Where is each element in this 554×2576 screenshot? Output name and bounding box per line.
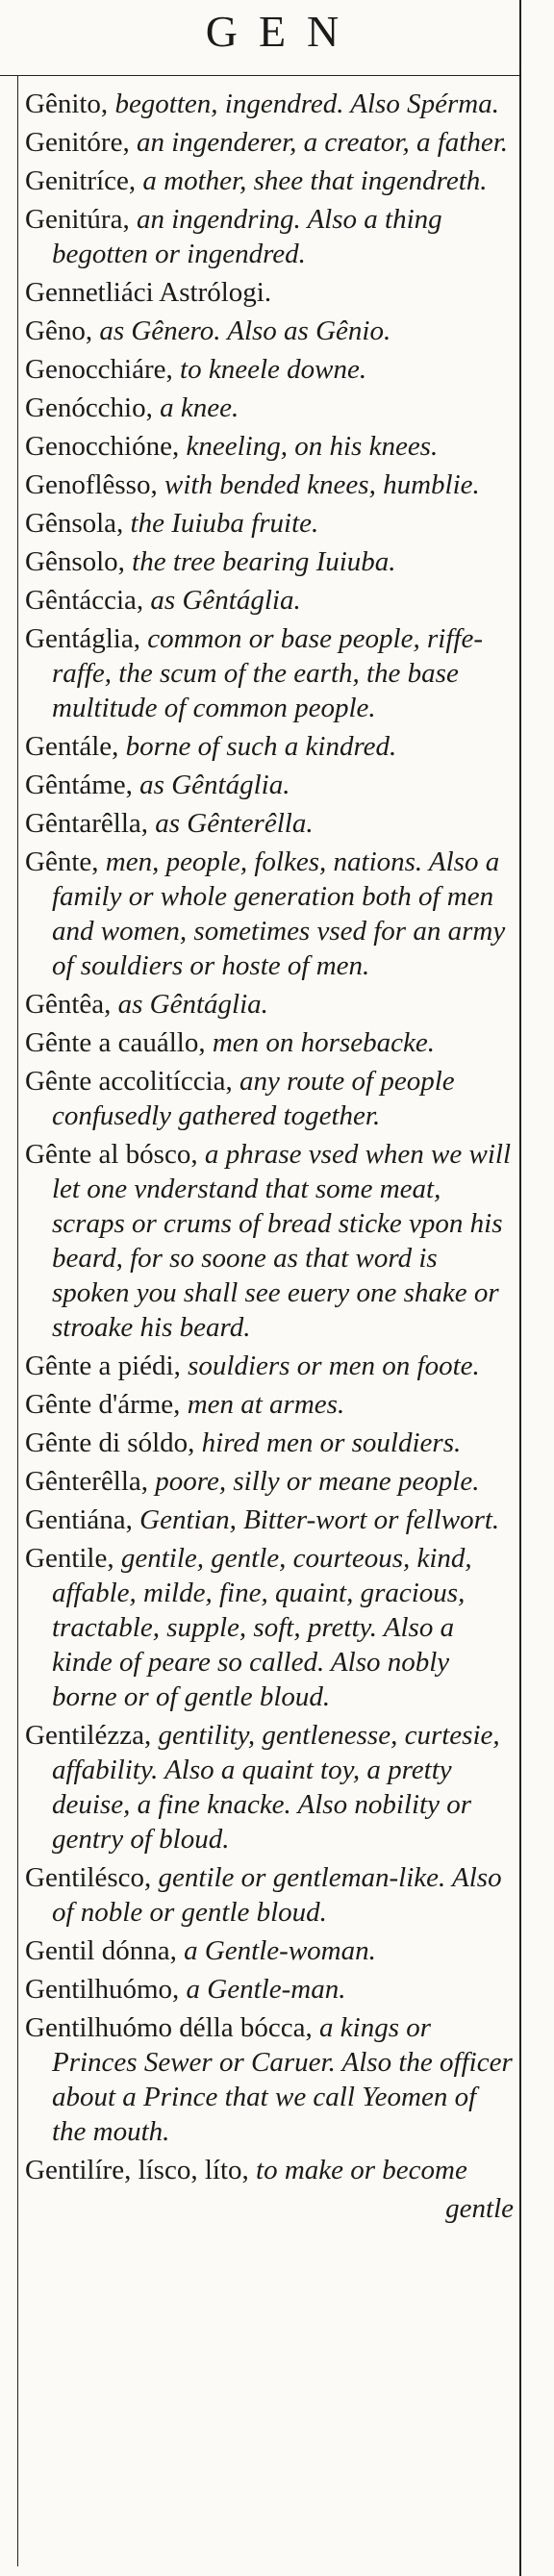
headword: Gentilésco, [25, 1862, 152, 1893]
definition: a Gentle-man. [179, 1974, 346, 2005]
definition: the tree bearing Iuiuba. [124, 546, 396, 577]
definition: souldiers or men on foote. [180, 1351, 480, 1381]
left-column-rule [17, 75, 18, 2566]
headword: Genocchiáre, [25, 354, 173, 385]
headword: Gentilhuómo délla bócca, [25, 2012, 313, 2043]
definition: Gentian, Bitter-wort or fellwort. [132, 1504, 500, 1535]
definition: begotten, ingendred. Also Spérma. [108, 88, 499, 119]
dictionary-entry [25, 391, 514, 425]
definition: men on horsebacke. [205, 1027, 435, 1058]
headword: Gêntáme, [25, 770, 133, 800]
dictionary-entry [25, 621, 514, 725]
dictionary-entry [25, 314, 514, 348]
definition: borne of such a kindred. [118, 731, 397, 762]
dictionary-entry [25, 125, 514, 160]
definition: as Gêntáglia. [143, 585, 301, 616]
definition: hired men or souldiers. [194, 1427, 462, 1458]
definition: men at armes. [180, 1389, 345, 1420]
dictionary-entry [25, 164, 514, 198]
headword: Gentile, [25, 1543, 114, 1574]
definition: a Gentle-woman. [176, 1935, 376, 1966]
dictionary-entry [25, 2010, 514, 2149]
dictionary-entry [25, 1503, 514, 1537]
headword: Gêno, [25, 316, 93, 346]
dictionary-entry [25, 275, 514, 310]
definition: an ingenderer, a creator, a father. [129, 127, 509, 158]
headword: Gênterêlla, [25, 1466, 149, 1497]
definition: as Gêntáglia. [111, 989, 268, 1020]
definition: the Iuiuba fruite. [123, 508, 319, 539]
dictionary-entry [25, 1541, 514, 1714]
definition: gentile or gentleman-like. Also of noble or gentle bloud. [52, 1862, 502, 1928]
definition: as Gênero. Also as Gênio. [92, 316, 391, 346]
headword: Genoflêsso, [25, 469, 158, 500]
headword: Gentilézza, [25, 1720, 152, 1751]
header-rule [0, 75, 519, 76]
entry-list [25, 87, 514, 2226]
dictionary-entry [25, 467, 514, 502]
dictionary-entry [25, 352, 514, 387]
definition: men, people, folkes, nations. Also a family or whole generation both of men and women, sometimes vsed for an army of souldiers or hoste of men. [52, 846, 506, 981]
headword: Gentilíre, lísco, líto, [25, 2155, 249, 2185]
definition: an ingendring. Also a thing begotten or ingendred. [52, 204, 442, 269]
headword: Genitóre, [25, 127, 130, 158]
headword: Gênte di sóldo, [25, 1427, 195, 1458]
headword: Gênte d'árme, [25, 1389, 181, 1420]
headword: Gêntáccia, [25, 585, 144, 616]
dictionary-entry [25, 1933, 514, 1968]
catchword: gentle [445, 2193, 514, 2224]
definition: any route of people confusedly gathered together. [52, 1066, 455, 1131]
definition: a kings or Princes Sewer or Caruer. Also the officer about a Prince that we call Yeomen of the mouth. [52, 2012, 513, 2147]
headword: Genócchio, [25, 392, 153, 423]
dictionary-entry [25, 1464, 514, 1499]
headword: Gênito, [25, 88, 109, 119]
dictionary-entry [25, 1860, 514, 1930]
definition: gentile, gentle, courteous, kind, affable, milde, fine, quaint, gracious, tractable, supple, soft, pretty. Also a kinde of peare so called. Also nobly borne or of gentle bloud. [52, 1543, 472, 1712]
headword: Gentiána, [25, 1504, 133, 1535]
headword: Gentilhuómo, [25, 1974, 180, 2005]
dictionary-entry [25, 845, 514, 983]
headword: Genitúra, [25, 204, 130, 235]
definition: to make or become [248, 2155, 467, 2185]
headword: Gentále, [25, 731, 119, 762]
headword: Gênte al bósco, [25, 1139, 198, 1170]
definition: kneeling, on his knees. [179, 431, 439, 462]
definition: poore, silly or meane people. [148, 1466, 480, 1497]
dictionary-entry [25, 1064, 514, 1133]
dictionary-entry [25, 429, 514, 464]
headword: Gentil dónna, [25, 1935, 177, 1966]
dictionary-entry [25, 87, 514, 121]
dictionary-entry [25, 544, 514, 579]
definition: as Gêntáglia. [132, 770, 290, 800]
headword: Gênte accolitíccia, [25, 1066, 233, 1097]
definition: with bended knees, humblie. [157, 469, 480, 500]
dictionary-entry [25, 2153, 514, 2187]
headword: Gênsola, [25, 508, 124, 539]
headword: Genitríce, [25, 165, 137, 196]
dictionary-entry [25, 1718, 514, 1856]
right-column-rule [519, 0, 521, 2576]
dictionary-entry [25, 987, 514, 1022]
dictionary-entry [25, 806, 514, 841]
definition: common or base people, riffe-raffe, the scum of the earth, the base multitude of common people. [52, 623, 483, 723]
headword: Gênte a piédi, [25, 1351, 181, 1381]
page-header-title: GEN [205, 7, 361, 56]
headword: Gênte, [25, 846, 99, 877]
dictionary-entry [25, 202, 514, 271]
definition: a mother, shee that ingendreth. [136, 165, 488, 196]
dictionary-entry [25, 1426, 514, 1460]
dictionary-entry [25, 768, 514, 802]
dictionary-entry [25, 1972, 514, 2007]
headword: Gentáglia, [25, 623, 140, 654]
headword: Gênsolo, [25, 546, 125, 577]
definition: a knee. [152, 392, 239, 423]
headword: Gêntêa, [25, 989, 112, 1020]
dictionary-entry [25, 506, 514, 541]
headword: Gêntarêlla, [25, 808, 149, 839]
definition: gentility, gentlenesse, curtesie, affability. Also a quaint toy, a pretty deuise, a fine knacke. Also nobility or gentry of bloud. [52, 1720, 500, 1855]
dictionary-entry [25, 729, 514, 764]
definition: to kneele downe. [172, 354, 367, 385]
dictionary-entry [25, 1137, 514, 1345]
headword: Gennetliáci Astrólogi. [25, 277, 272, 308]
headword: Gênte a cauállo, [25, 1027, 206, 1058]
dictionary-entry [25, 583, 514, 618]
headword: Genocchióne, [25, 431, 180, 462]
definition: as Gênterêlla. [148, 808, 314, 839]
definition: a phrase vsed when we will let one vnderstand that some meat, scraps or crums of bread sticke vpon his beard, for so soone as that word is spoken you shall see euery one shake or stroake his beard. [52, 1139, 512, 1343]
dictionary-entry [25, 1349, 514, 1383]
dictionary-entry [25, 1387, 514, 1422]
dictionary-entry [25, 1025, 514, 1060]
